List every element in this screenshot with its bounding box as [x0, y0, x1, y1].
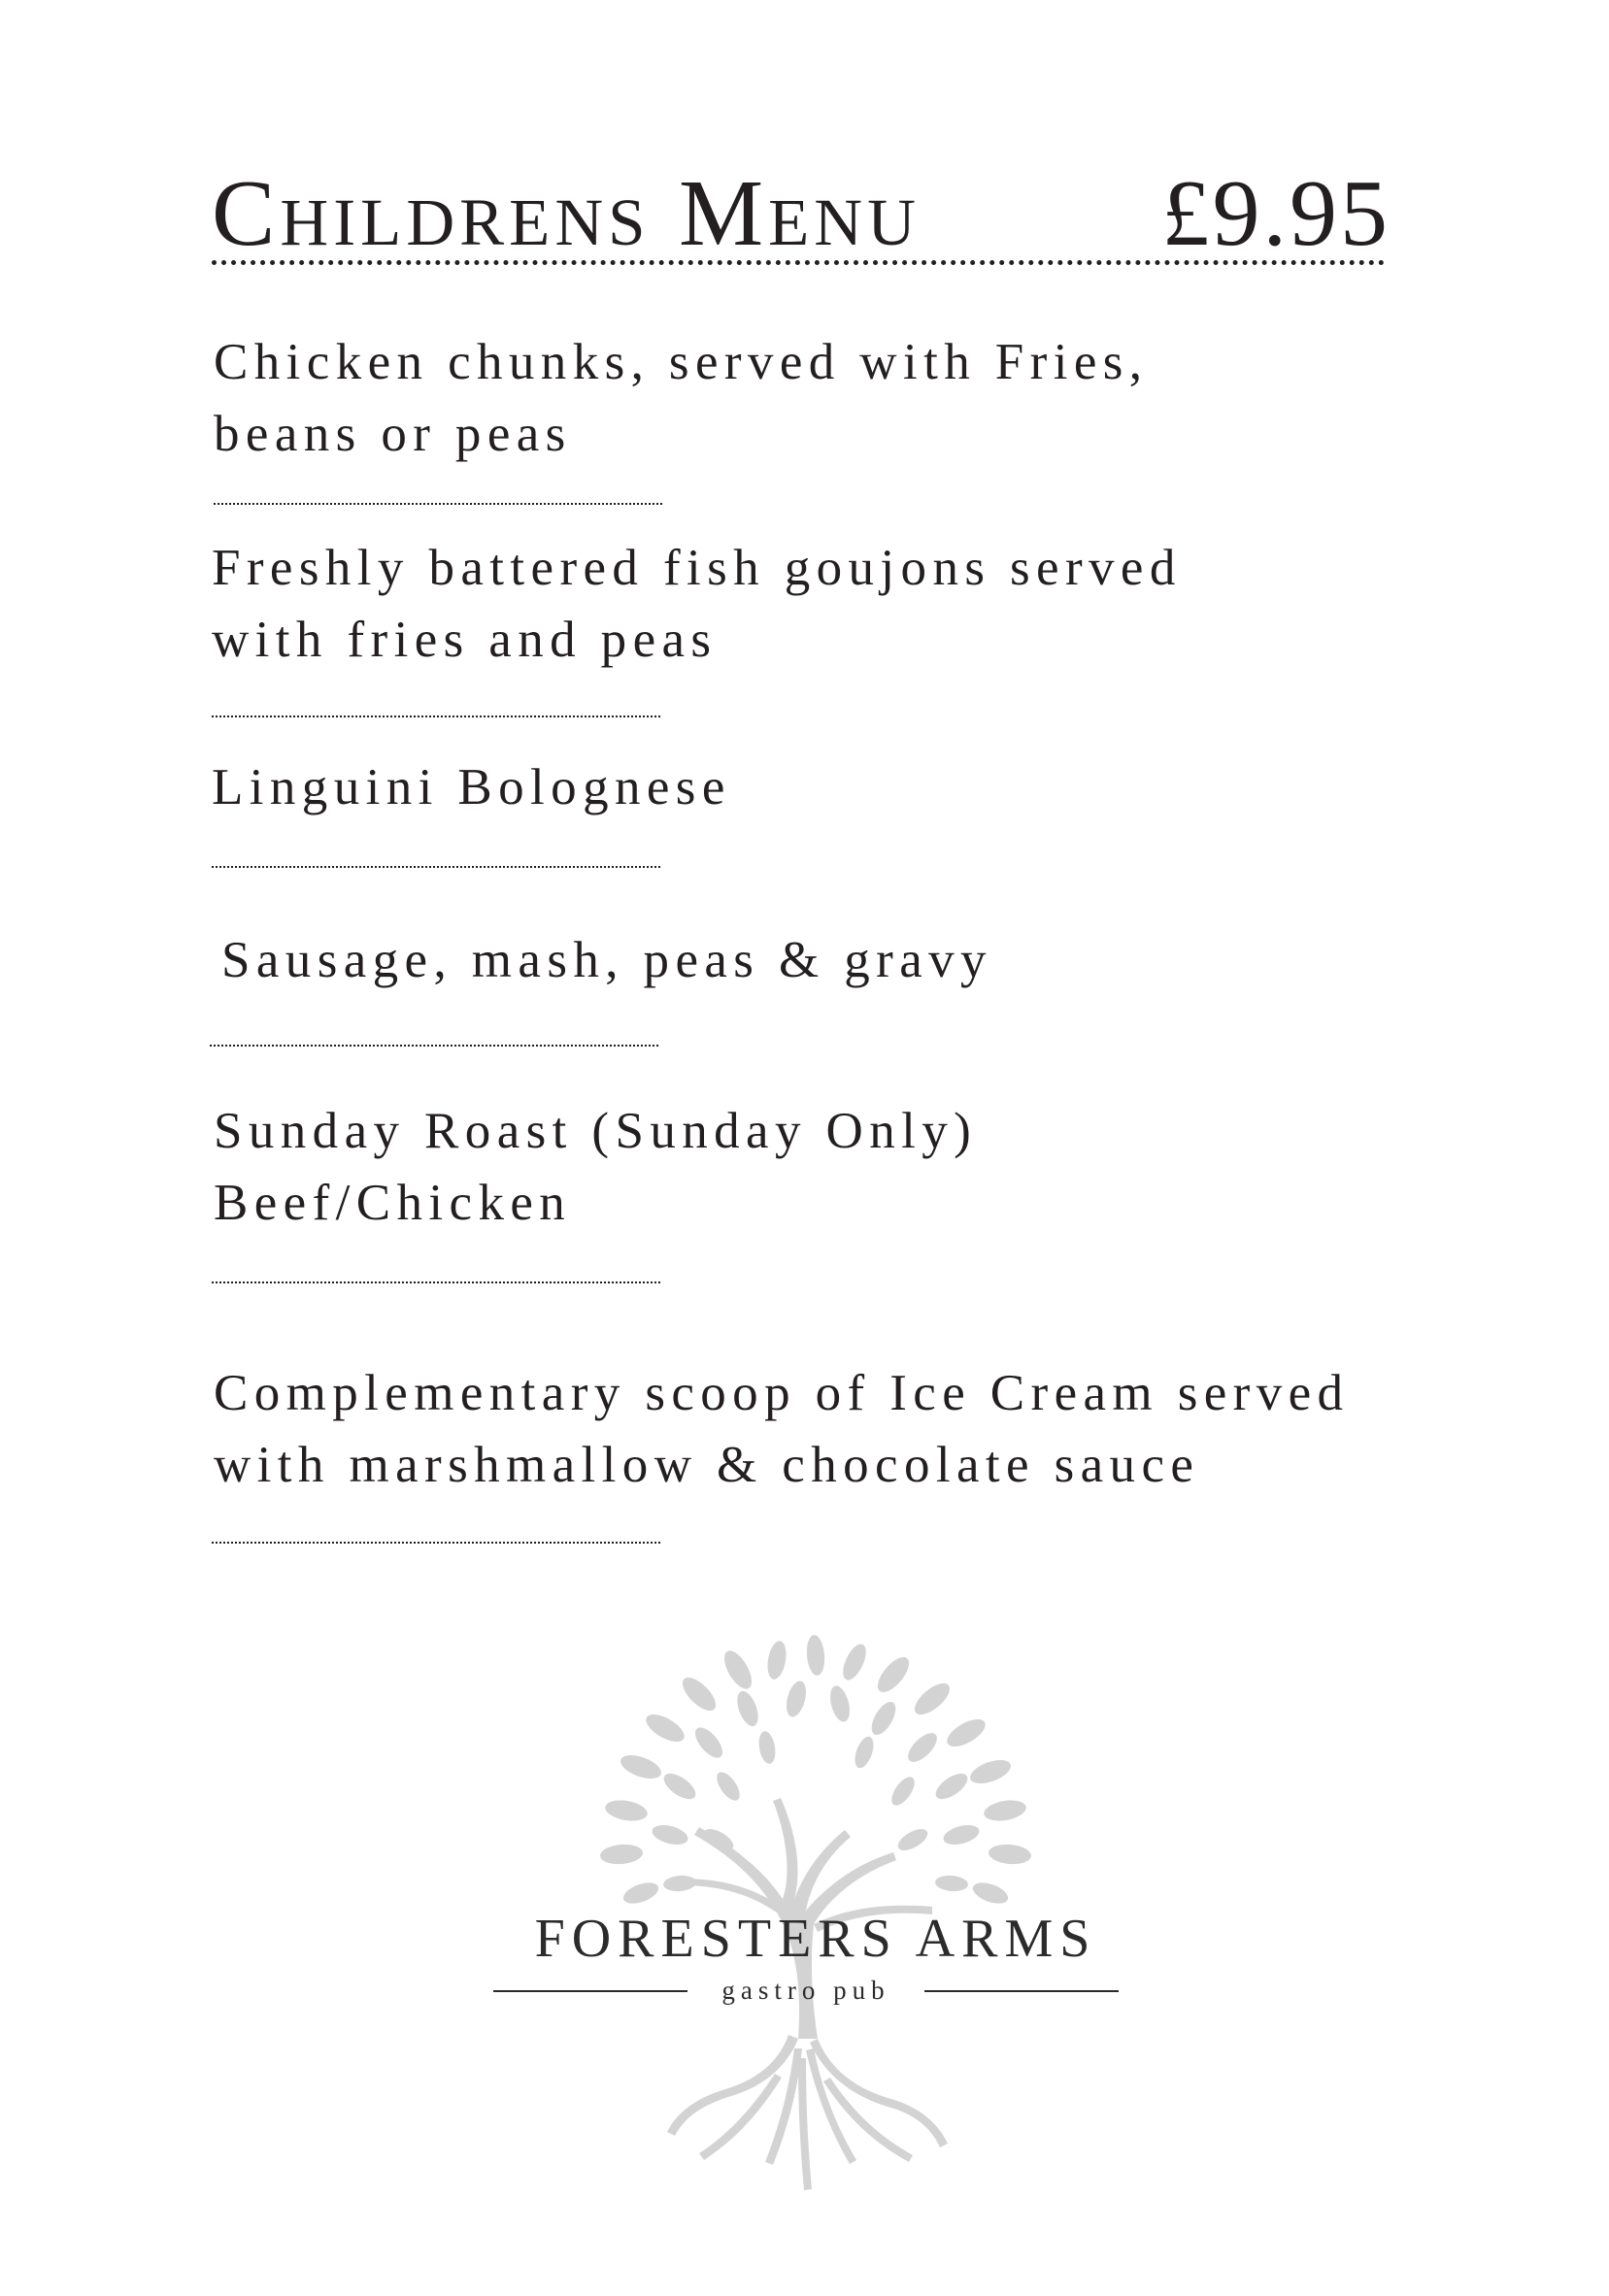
brand-logo — [486, 1631, 1146, 2213]
item-divider — [214, 503, 662, 505]
menu-item-line: Complementary scoop of Ice Cream served — [214, 1365, 1350, 1421]
menu-price: £9.95 — [1161, 161, 1391, 266]
menu-item-line: with marshmallow & chocolate sauce — [214, 1437, 1200, 1493]
header-divider — [212, 260, 1385, 265]
menu-title: Childrens Menu — [212, 161, 921, 266]
tagline-rule-right — [924, 1990, 1119, 1992]
menu-item-line: Linguini Bolognese — [212, 759, 731, 815]
menu-item-line: Sausage, mash, peas & gravy — [221, 932, 992, 988]
menu-header — [212, 155, 1391, 272]
menu-item-line: Beef/Chicken — [214, 1175, 572, 1231]
menu-item-line: Chicken chunks, served with Fries, — [214, 334, 1149, 390]
menu-item-line: Sunday Roast (Sunday Only) — [214, 1103, 978, 1159]
menu-item-line: Freshly battered fish goujons served — [212, 540, 1182, 596]
item-divider — [212, 866, 660, 868]
item-divider — [210, 1045, 658, 1047]
item-divider — [212, 1542, 660, 1544]
menu-item-line: beans or peas — [214, 406, 572, 462]
menu-item-line: with fries and peas — [212, 612, 718, 668]
brand-tagline: gastro pub — [721, 1976, 890, 2005]
item-divider — [212, 1281, 660, 1283]
item-divider — [212, 715, 660, 717]
brand-tagline-row — [493, 1971, 1119, 2010]
brand-name: FORESTERS ARMS — [534, 1909, 1097, 1969]
